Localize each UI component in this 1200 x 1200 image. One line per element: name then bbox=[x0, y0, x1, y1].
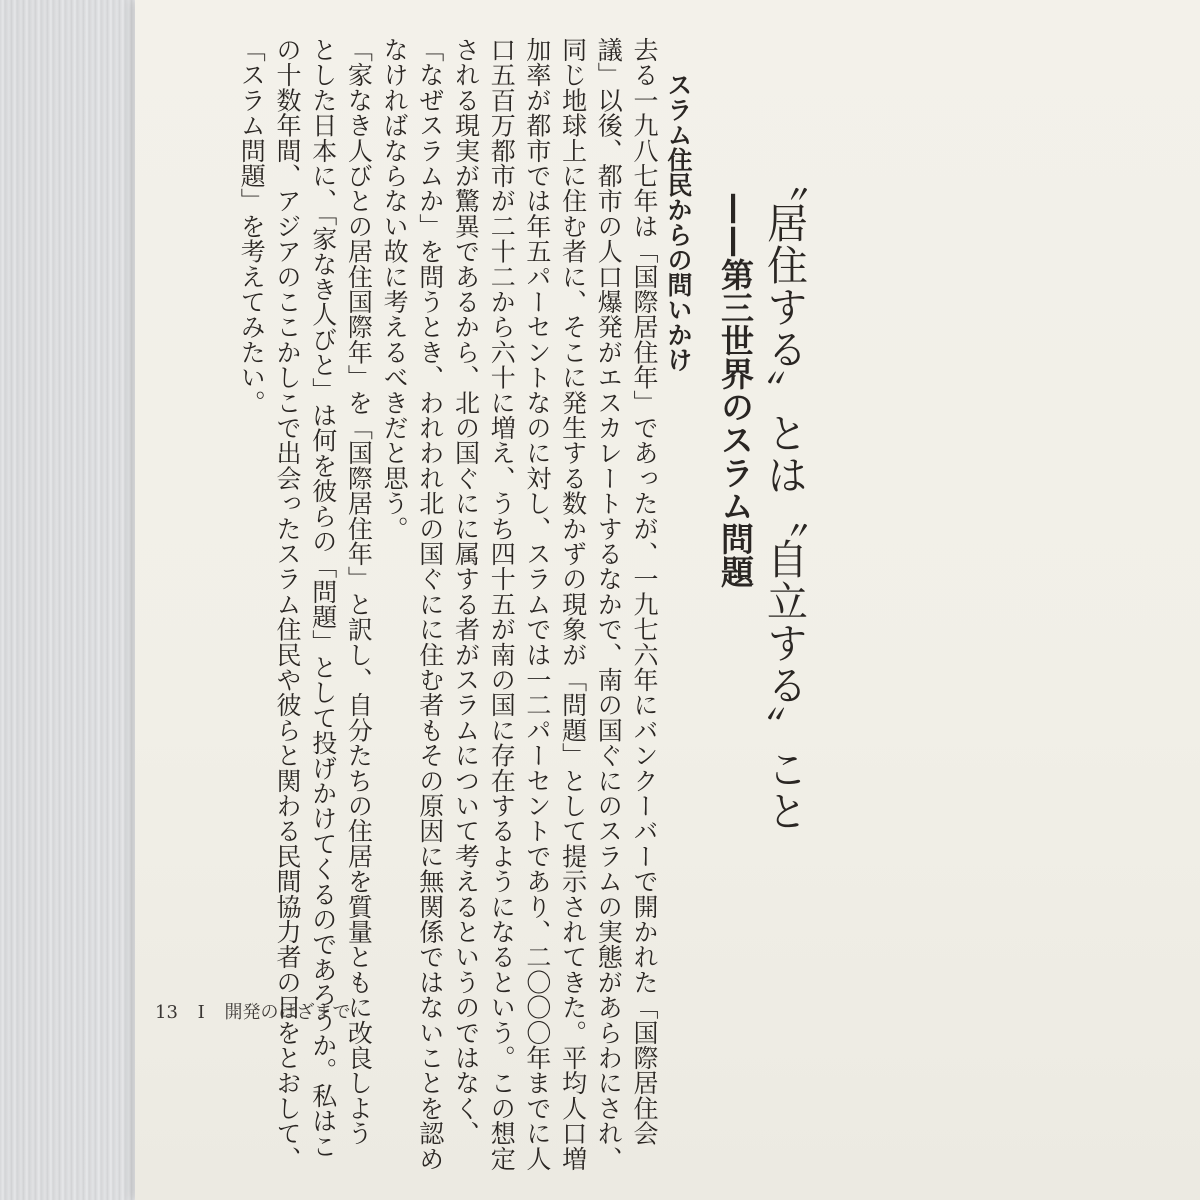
paragraph-line: 口五百万都市が二十二から六十に増え、うち四十五が南の国に存在するようになるという。この想定 bbox=[487, 37, 517, 1171]
paragraph-line: とした日本に、「家なき人びと」は何を彼らの「問題」として投げかけてくるのであろうか。私はこ bbox=[308, 37, 338, 1159]
page-footer bbox=[155, 998, 365, 1024]
paragraph-line: 「なぜスラムか」を問うとき、われわれ北の国ぐにに住む者もその原因に無関係ではないことを認め bbox=[415, 37, 445, 1171]
chapter-title: 〝居住する〟とは〝自立する〟こと bbox=[760, 160, 808, 832]
running-section-title: 開発のはざまで bbox=[224, 1002, 351, 1023]
section-heading: スラム住民からの問いかけ bbox=[664, 72, 693, 372]
chapter-subtitle: ——第三世界のスラム問題 bbox=[716, 192, 755, 588]
paragraph-line: 加率が都市では年五パーセントなのに対し、スラムでは一二パーセントであり、二〇〇〇年までに人 bbox=[522, 37, 552, 1171]
stacked-page-edges bbox=[0, 0, 140, 1200]
paragraph-line: なければならない故に考えるべきだと思う。 bbox=[380, 37, 410, 541]
paragraph-line: 「スラム問題」を考えてみたい。 bbox=[237, 37, 267, 415]
paragraph-line: 議」以後、都市の人口爆発がエスカレートするなかで、南の国ぐにのスラムの実態があらわにされ、 bbox=[594, 37, 624, 1171]
paragraph-line: 同じ地球上に住む者に、そこに発生する数かずの現象が「問題」として提示されてきた。平均人口増 bbox=[558, 37, 588, 1171]
page-number: 13 bbox=[155, 1002, 178, 1023]
paragraph-line: 去る一九八七年は「国際居住年」であったが、一九七六年にバンクーバーで開かれた「国際居住会 bbox=[630, 37, 659, 1146]
paragraph-line: の十数年間、アジアのここかしこで出会ったスラム住民や彼らと関わる民間協力者の目をとおして、 bbox=[273, 37, 302, 1171]
part-number: I bbox=[197, 1002, 205, 1023]
paragraph-line: 「家なき人びとの居住国際年」を「国際居住年」と訳し、自分たちの住居を質量ともに改良しよう bbox=[344, 37, 374, 1146]
paragraph-line: される現実が驚異であるから、北の国ぐにに属する者がスラムについて考えるというのではなく、 bbox=[451, 37, 481, 1146]
